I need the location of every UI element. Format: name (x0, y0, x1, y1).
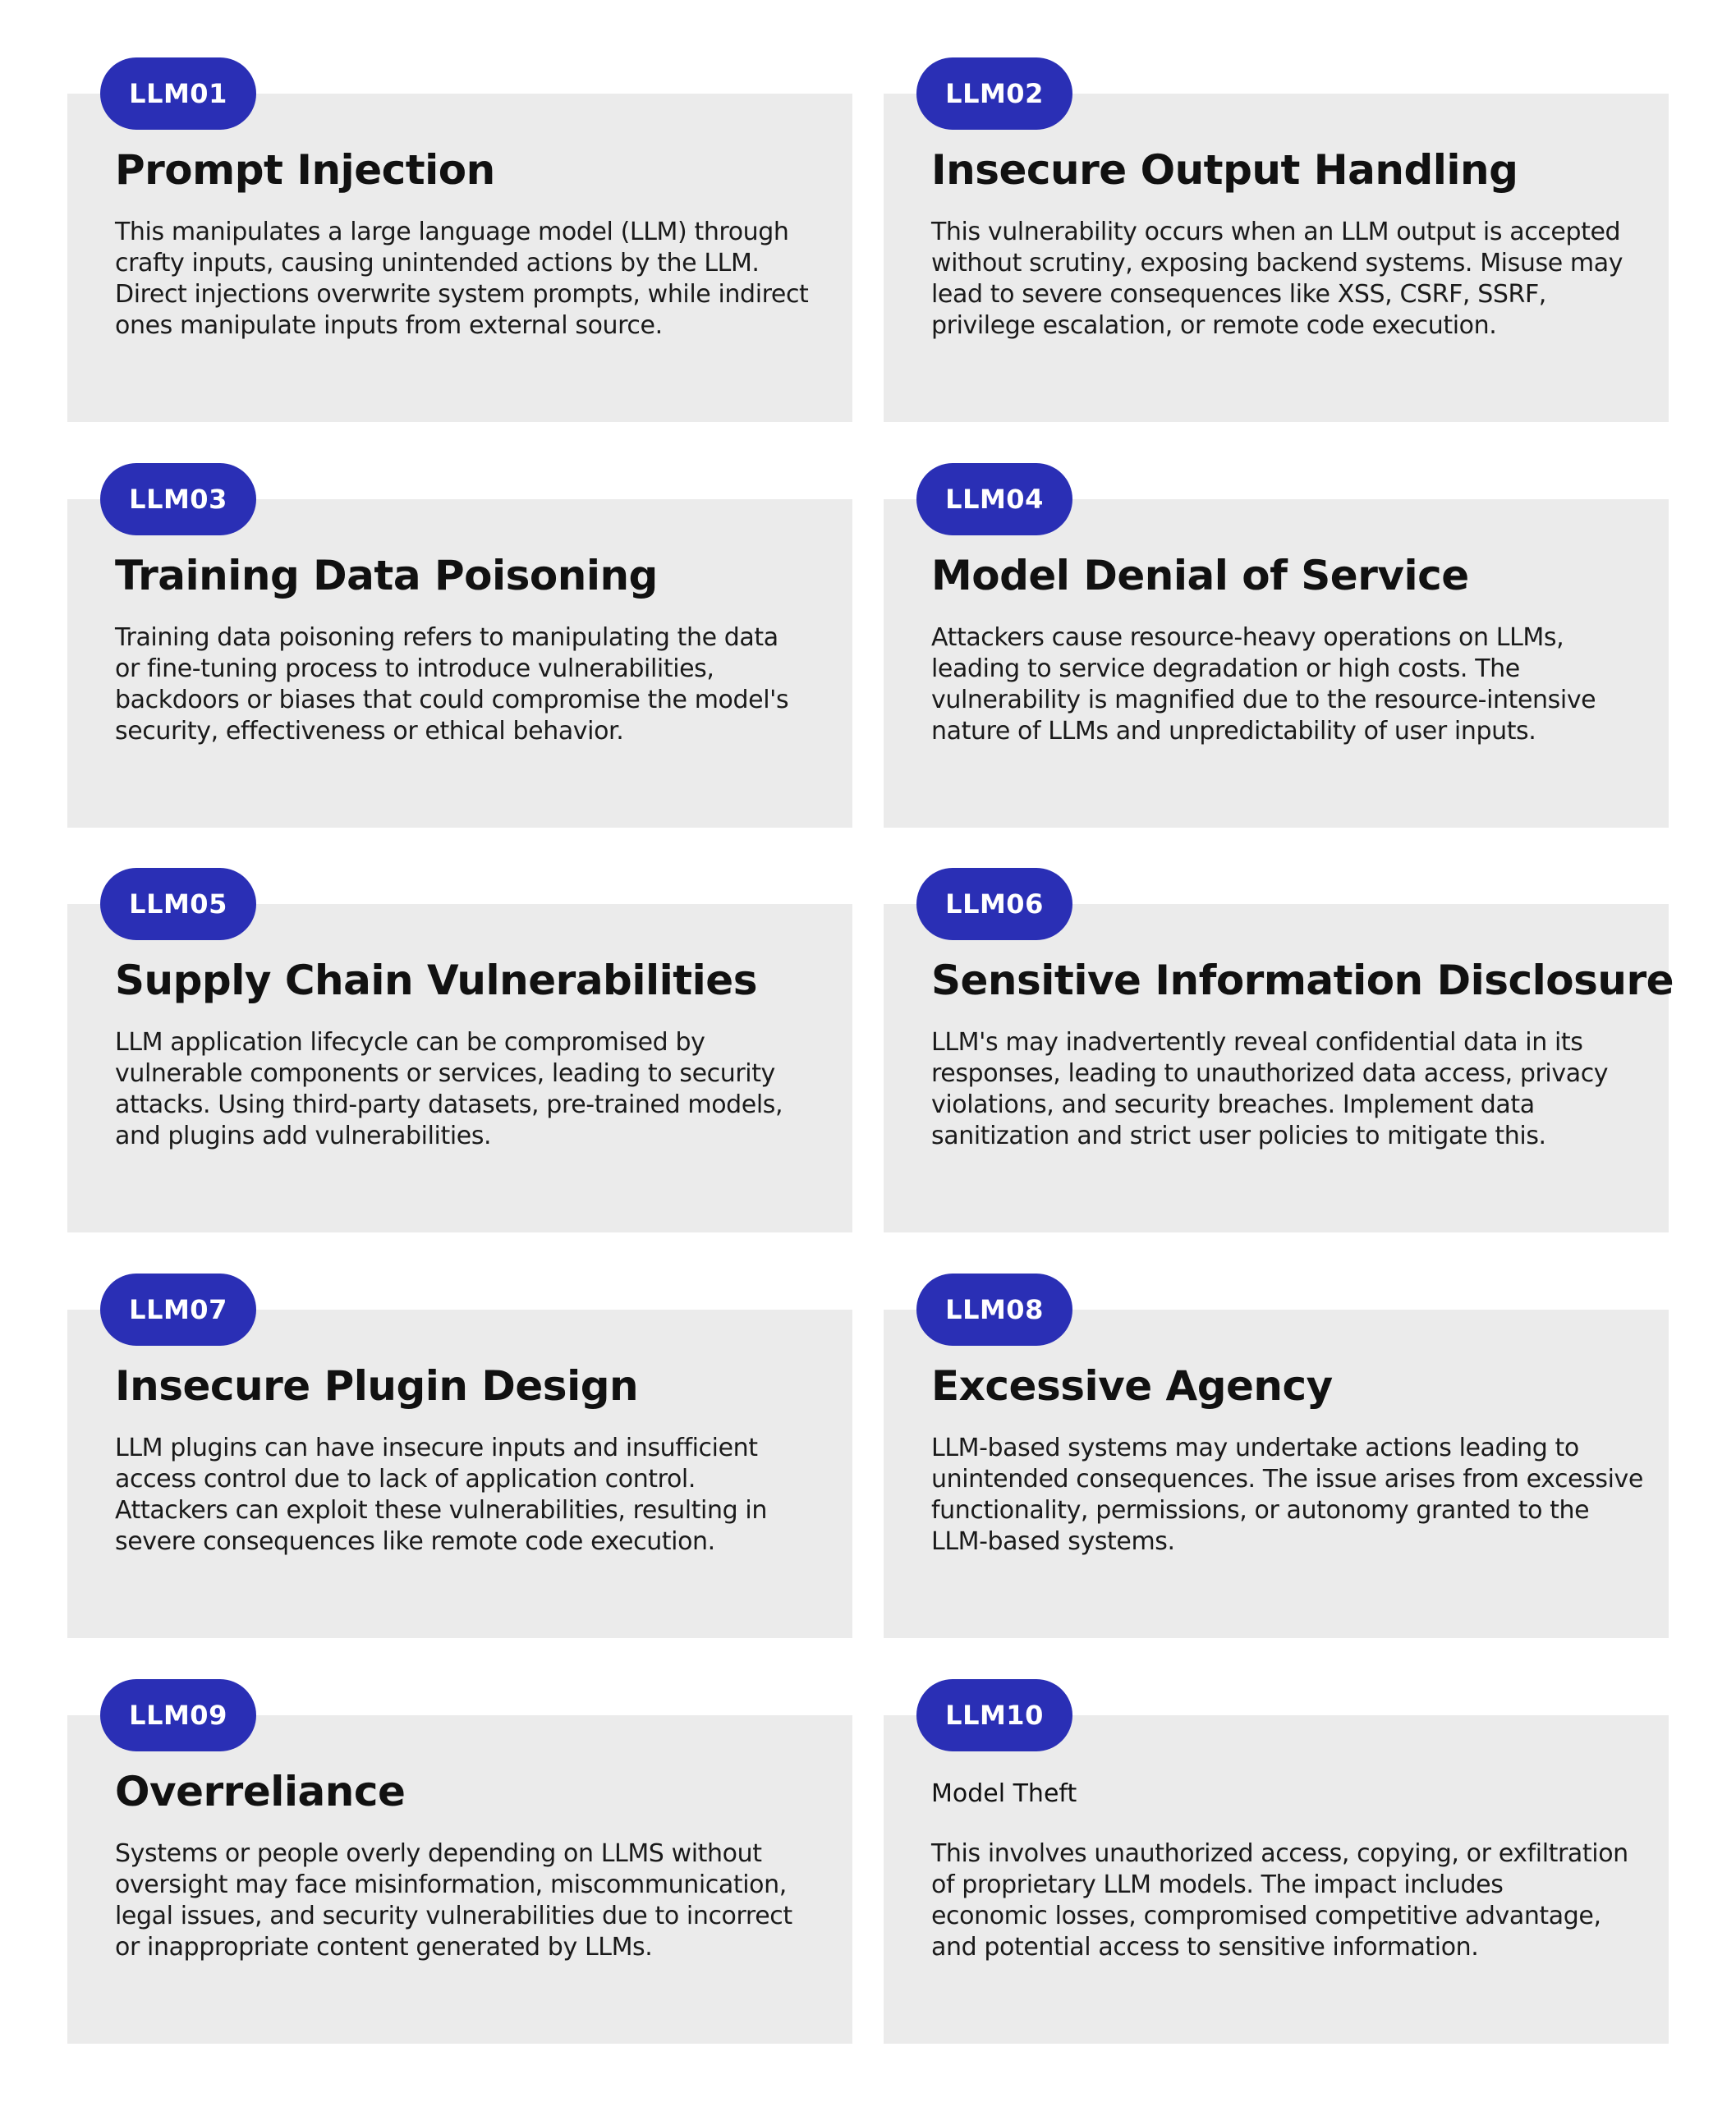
description-line: legal issues, and security vulnerabilities due to incorrect (115, 1902, 792, 1930)
card-title-llm04: Model Denial of Service (931, 552, 1469, 599)
description-line: LLM's may inadvertently reveal confidential data in its (931, 1028, 1583, 1057)
card-description-llm07 (115, 1433, 829, 1558)
card-llm04 (884, 484, 1669, 828)
badge-llm02: LLM02 (916, 57, 1072, 130)
badge-llm10: LLM10 (916, 1679, 1072, 1751)
description-line: sanitization and strict user policies to mitigate this. (931, 1122, 1546, 1150)
description-line: attacks. Using third-party datasets, pre-trained models, (115, 1090, 783, 1119)
description-line: crafty inputs, causing unintended actions by the LLM. (115, 249, 760, 278)
description-line: Attackers can exploit these vulnerabilities, resulting in (115, 1496, 767, 1525)
description-line: This involves unauthorized access, copying, or exfiltration (931, 1839, 1628, 1868)
description-line: security, effectiveness or ethical behavior. (115, 717, 624, 746)
badge-llm05: LLM05 (100, 868, 256, 940)
card-description-llm08 (931, 1433, 1646, 1558)
description-line: economic losses, compromised competitive advantage, (931, 1902, 1601, 1930)
description-line: access control due to lack of application control. (115, 1465, 696, 1494)
card-llm07 (67, 1294, 852, 1638)
description-line: unintended consequences. The issue arises from excessive (931, 1465, 1643, 1494)
card-llm01 (67, 78, 852, 422)
badge-llm08: LLM08 (916, 1274, 1072, 1346)
description-line: or inappropriate content generated by LLMs. (115, 1933, 653, 1962)
card-description-llm09 (115, 1838, 829, 1963)
description-line: and potential access to sensitive information. (931, 1933, 1479, 1962)
card-llm08 (884, 1294, 1669, 1638)
card-title-llm10: Model Theft (931, 1779, 1077, 1808)
description-line: functionality, permissions, or autonomy granted to the (931, 1496, 1590, 1525)
card-title-llm05: Supply Chain Vulnerabilities (115, 957, 757, 1004)
description-line: This vulnerability occurs when an LLM output is accepted (931, 218, 1621, 246)
description-line: without scrutiny, exposing backend systems. Misuse may (931, 249, 1623, 278)
description-line: LLM plugins can have insecure inputs and insufficient (115, 1434, 758, 1462)
card-description-llm04 (931, 622, 1646, 747)
description-line: of proprietary LLM models. The impact includes (931, 1870, 1504, 1899)
card-description-llm01 (115, 217, 829, 342)
card-description-llm02 (931, 217, 1646, 342)
description-line: vulnerable components or services, leading to security (115, 1059, 775, 1088)
description-line: privilege escalation, or remote code execution. (931, 311, 1497, 340)
card-description-llm05 (115, 1027, 829, 1152)
description-line: Training data poisoning refers to manipulating the data (115, 623, 778, 652)
card-title-llm07: Insecure Plugin Design (115, 1362, 639, 1410)
description-line: leading to service degradation or high costs. The (931, 654, 1520, 683)
badge-llm01: LLM01 (100, 57, 256, 130)
badge-llm04: LLM04 (916, 463, 1072, 535)
description-line: Direct injections overwrite system prompts, while indirect (115, 280, 809, 309)
card-llm03 (67, 484, 852, 828)
description-line: responses, leading to unauthorized data access, privacy (931, 1059, 1609, 1088)
description-line: Attackers cause resource-heavy operations on LLMs, (931, 623, 1564, 652)
card-title-llm06: Sensitive Information Disclosure (931, 957, 1674, 1004)
description-line: lead to severe consequences like XSS, CSRF, SSRF, (931, 280, 1546, 309)
badge-llm06: LLM06 (916, 868, 1072, 940)
description-line: and plugins add vulnerabilities. (115, 1122, 492, 1150)
description-line: severe consequences like remote code execution. (115, 1527, 715, 1556)
badge-llm09: LLM09 (100, 1679, 256, 1751)
card-title-llm01: Prompt Injection (115, 146, 495, 194)
description-line: nature of LLMs and unpredictability of user inputs. (931, 717, 1536, 746)
description-line: LLM-based systems may undertake actions leading to (931, 1434, 1579, 1462)
badge-llm07: LLM07 (100, 1274, 256, 1346)
card-llm10 (884, 1700, 1669, 2044)
description-line: LLM application lifecycle can be compromised by (115, 1028, 705, 1057)
card-llm06 (884, 888, 1674, 1232)
card-description-llm06 (931, 1027, 1646, 1152)
description-line: oversight may face misinformation, miscommunication, (115, 1870, 787, 1899)
description-line: This manipulates a large language model (LLM) through (115, 218, 789, 246)
card-title-llm02: Insecure Output Handling (931, 146, 1518, 194)
card-title-llm08: Excessive Agency (931, 1362, 1333, 1410)
description-line: or fine-tuning process to introduce vulnerabilities, (115, 654, 714, 683)
description-line: vulnerability is magnified due to the resource-intensive (931, 686, 1596, 714)
card-description-llm03 (115, 622, 829, 747)
badge-llm03: LLM03 (100, 463, 256, 535)
description-line: backdoors or biases that could compromise the model's (115, 686, 789, 714)
card-llm09 (67, 1700, 852, 2044)
card-title-llm03: Training Data Poisoning (115, 552, 658, 599)
description-line: violations, and security breaches. Implement data (931, 1090, 1535, 1119)
description-line: ones manipulate inputs from external source. (115, 311, 663, 340)
card-description-llm10 (931, 1838, 1646, 1963)
card-llm02 (884, 78, 1669, 422)
card-title-llm09: Overreliance (115, 1768, 406, 1815)
card-llm05 (67, 888, 852, 1232)
description-line: LLM-based systems. (931, 1527, 1175, 1556)
description-line: Systems or people overly depending on LLMS without (115, 1839, 762, 1868)
